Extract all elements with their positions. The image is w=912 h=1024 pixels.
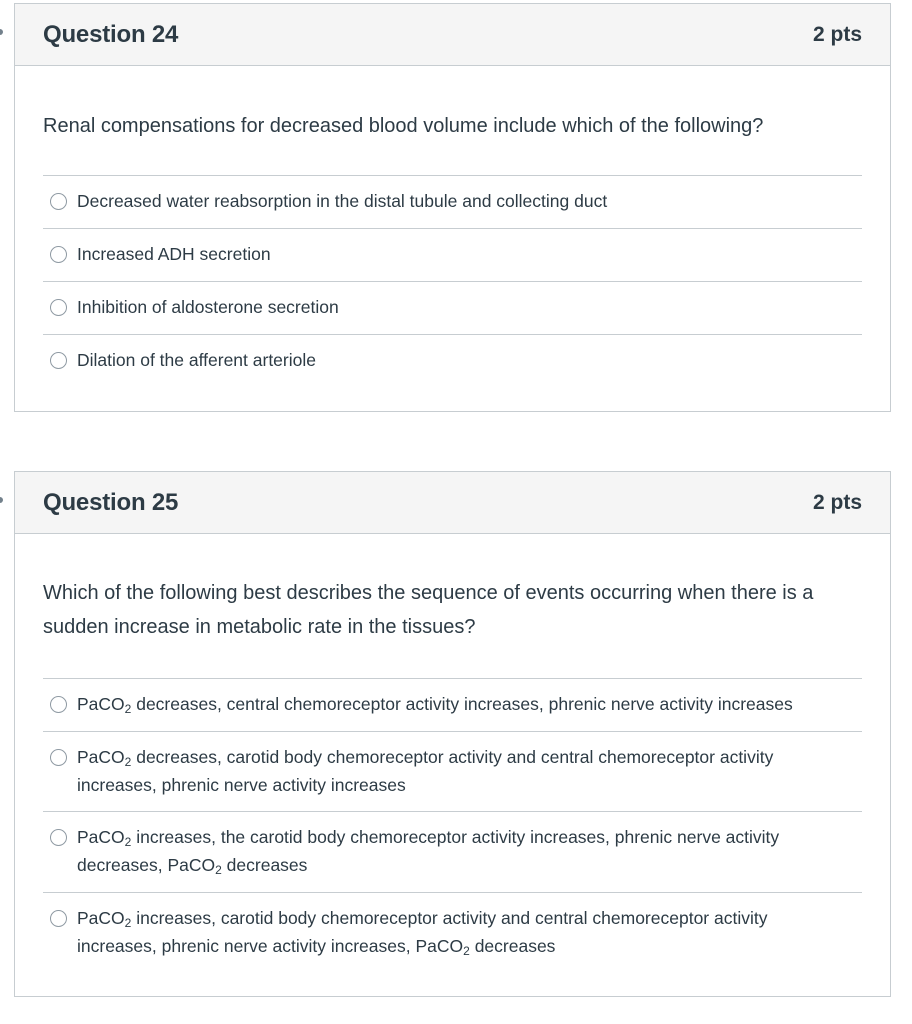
- subscript: 2: [215, 863, 222, 877]
- question-title: Question 25: [43, 488, 179, 516]
- answer-label: Increased ADH secretion: [77, 244, 271, 264]
- answer-option[interactable]: [43, 893, 862, 973]
- question-header: [15, 4, 890, 66]
- answer-option[interactable]: [43, 679, 862, 732]
- answer-text: decreases, central chemoreceptor activity increases, phrenic nerve activity increases: [131, 694, 793, 714]
- radio-button[interactable]: [50, 352, 67, 369]
- edge-marker: [0, 497, 3, 503]
- question-25-card: [14, 471, 891, 997]
- question-text: Which of the following best describes the sequence of events occurring when there is a sudden increase in metabolic rate in the tissues?: [43, 582, 814, 638]
- question-body: [15, 534, 890, 973]
- question-title: Question 24: [43, 20, 179, 48]
- radio-button[interactable]: [50, 829, 67, 846]
- answer-option[interactable]: [43, 732, 862, 812]
- question-points: 2 pts: [812, 22, 862, 46]
- radio-button[interactable]: [50, 193, 67, 210]
- edge-marker: [0, 29, 3, 35]
- answer-text: PaCO: [77, 827, 125, 847]
- answer-text: PaCO: [77, 908, 125, 928]
- answer-text: decreases: [469, 936, 556, 956]
- answer-list: [43, 175, 862, 388]
- question-header: [15, 472, 890, 534]
- subscript: 2: [124, 916, 132, 930]
- answer-text: increases, the carotid body chemoreceptor activity increases, phrenic nerve activity decreases, PaCO: [77, 827, 780, 875]
- answer-label: [77, 823, 852, 879]
- answer-text: PaCO: [77, 747, 125, 767]
- radio-button[interactable]: [50, 910, 67, 927]
- subscript: 2: [124, 835, 132, 849]
- answer-option[interactable]: [43, 176, 862, 229]
- question-24-card: [14, 3, 891, 412]
- answer-label: [77, 904, 847, 960]
- question-body: [15, 66, 890, 388]
- answer-list: [43, 678, 862, 973]
- answer-text: increases, carotid body chemoreceptor activity and central chemoreceptor activity increases, phrenic nerve activity increases, PaCO: [77, 908, 768, 956]
- radio-button[interactable]: [50, 696, 67, 713]
- answer-option[interactable]: [43, 335, 862, 388]
- answer-option[interactable]: [43, 229, 862, 282]
- subscript: 2: [124, 702, 132, 716]
- question-points: 2 pts: [812, 490, 862, 514]
- answer-text: decreases, carotid body chemoreceptor activity and central chemoreceptor activity increases, phrenic nerve activity increases: [77, 747, 774, 795]
- answer-label: Inhibition of aldosterone secretion: [77, 297, 339, 317]
- answer-label: Decreased water reabsorption in the distal tubule and collecting duct: [77, 191, 608, 211]
- radio-button[interactable]: [50, 246, 67, 263]
- subscript: 2: [463, 944, 470, 958]
- answer-text: PaCO: [77, 694, 125, 714]
- answer-label: Dilation of the afferent arteriole: [77, 350, 316, 370]
- radio-button[interactable]: [50, 299, 67, 316]
- answer-label: [77, 690, 793, 718]
- subscript: 2: [124, 755, 132, 769]
- question-text: Renal compensations for decreased blood volume include which of the following?: [43, 115, 764, 137]
- answer-option[interactable]: [43, 812, 862, 893]
- answer-option[interactable]: [43, 282, 862, 335]
- answer-label: [77, 743, 847, 799]
- answer-text: decreases: [221, 855, 308, 875]
- radio-button[interactable]: [50, 749, 67, 766]
